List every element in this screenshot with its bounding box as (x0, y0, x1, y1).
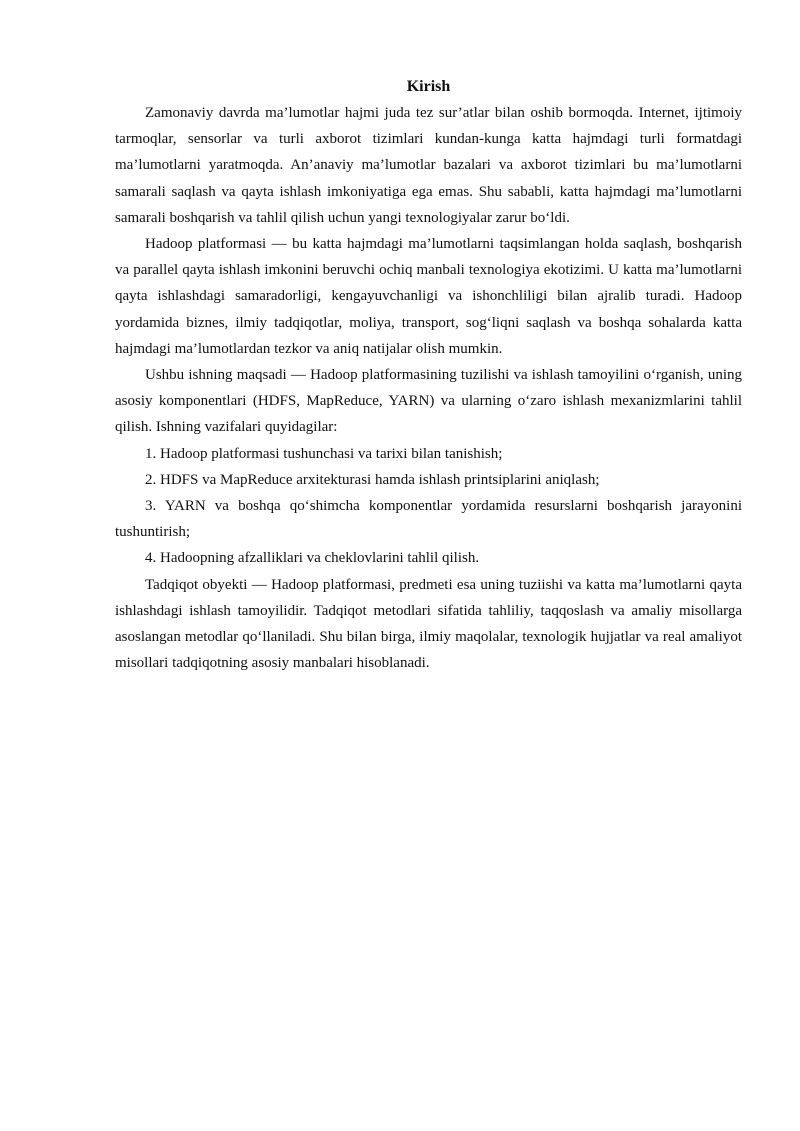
section-title: Kirish (406, 78, 451, 95)
task-list (115, 441, 742, 572)
paragraph-research-object: Tadqiqot obyekti — Hadoop platformasi, predmeti esa uning tuziishi va katta ma’lumotlarni qayta ishlashdagi ishlash tamoyilidir. Tadqiqot metodlari sifatida tahliliy, taqqoslash va amaliy misollarga asoslangan metodlar qo‘llaniladi. Shu bilan birga, ilmiy maqolalar, texnologik hujjatlar va real amaliyot misollari tadqiqotning asosiy manbalari hisoblanadi. (115, 576, 742, 672)
document-page (115, 76, 742, 676)
paragraph-intro: Zamonaviy davrda ma’lumotlar hajmi juda tez sur’atlar bilan oshib bormoqda. Internet, ijtimoiy tarmoqlar, sensorlar va turli axborot tizimlari kundan-kunga katta hajmdagi turli formatdagi ma’lumotlarni yaratmoqda. An’anaviy ma’lumotlar bazalari va axborot tizimlari bu ma’lumotlarni samarali saqlash va qayta ishlash imkoniyatiga ega emas. Shu sababli, katta hajmdagi ma’lumotlarni samarali boshqarish va tahlil qilish uchun yangi texnologiyalar zarur bo‘ldi. (115, 105, 742, 226)
list-item: 3. YARN va boshqa qo‘shimcha komponentlar yordamida resurslarni boshqarish jarayonini tushuntirish; (115, 498, 742, 541)
list-item: 2. HDFS va MapReduce arxitekturasi hamda ishlash printsiplarini aniqlash; (145, 471, 600, 488)
list-item: 1. Hadoop platformasi tushunchasi va tarixi bilan tanishish; (145, 445, 503, 462)
paragraph-goal: Ushbu ishning maqsadi — Hadoop platformasining tuzilishi va ishlash tamoyilini o‘rganish, uning asosiy komponentlari (HDFS, MapReduce, YARN) va ularning o‘zaro ishlash mexanizmlarini tahlil qilish. Ishning vazifalari quyidagilar: (115, 367, 742, 436)
paragraph-hadoop-definition: Hadoop platformasi — bu katta hajmdagi ma’lumotlarni taqsimlangan holda saqlash, boshqarish va parallel qayta ishlash imkonini beruvchi ochiq manbali texnologiya ekotizimi. U katta ma’lumotlarni qayta ishlashdagi samaradorligi, kengayuvchanligi va ishonchliligi bilan ajralib turadi. Hadoop yordamida biznes, ilmiy tadqiqotlar, moliya, transport, sog‘liqni saqlash va boshqa sohalarda katta hajmdagi ma’lumotlardan tezkor va aniq natijalar olish mumkin. (115, 236, 742, 357)
list-item: 4. Hadoopning afzalliklari va cheklovlarini tahlil qilish. (145, 550, 480, 567)
